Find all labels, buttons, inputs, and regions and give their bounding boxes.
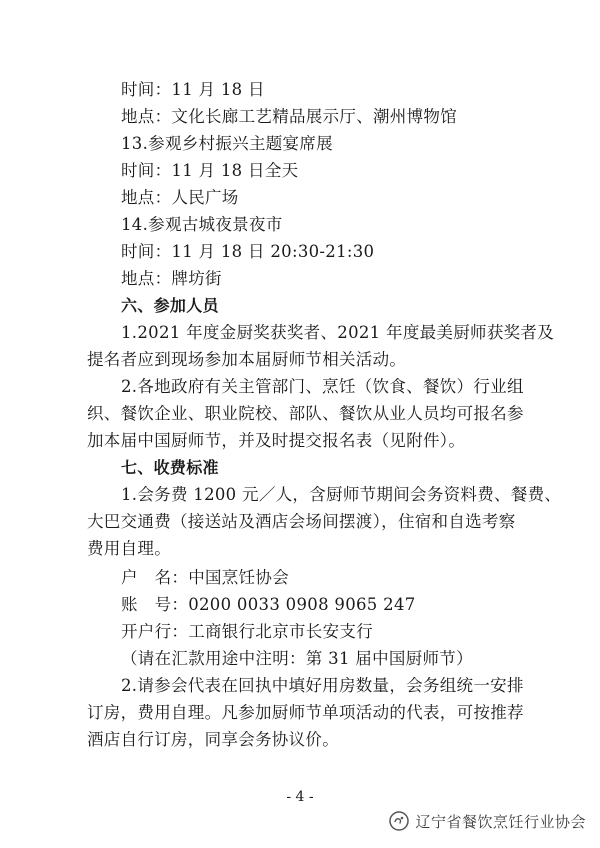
- text-line: 账 号：0200 0033 0908 9065 247: [121, 595, 416, 614]
- text-line: 地点：文化长廊工艺精品展示厅、潮州博物馆: [121, 107, 457, 126]
- text-line: 大巴交通费（接送站及酒店会场间摆渡），住宿和自选考察: [87, 512, 516, 531]
- text-line: 户 名：中国烹饪协会: [121, 568, 289, 587]
- text-line: 开户行：工商银行北京市长安支行: [121, 622, 373, 641]
- text-line: 酒店自行订房，同享会务协议价。: [87, 730, 339, 749]
- text-line: 2.各地政府有关主管部门、烹饪（饮食、餐饮）行业组: [121, 377, 524, 396]
- wechat-icon: [389, 811, 409, 831]
- text-line: 时间：11 月 18 日全天: [121, 161, 299, 180]
- text-line: 时间：11 月 18 日: [121, 80, 265, 99]
- text-line: 费用自理。: [87, 539, 171, 558]
- text-line: 订房，费用自理。凡参加厨师节单项活动的代表，可按推荐: [87, 703, 524, 722]
- text-line: 14.参观古城夜景夜市: [121, 215, 283, 234]
- section-heading: 六、参加人员: [121, 296, 219, 315]
- text-line: 1.2021 年度金厨奖获奖者、2021 年度最美厨师获奖者及: [121, 323, 555, 342]
- text-line: （请在汇款用途中注明：第 31 届中国厨师节）: [121, 649, 473, 668]
- text-line: 13.参观乡村振兴主题宴席展: [121, 134, 333, 153]
- page-number: - 4 -: [286, 789, 314, 805]
- text-line: 地点：牌坊街: [121, 269, 222, 288]
- text-line: 提名者应到现场参加本届厨师节相关活动。: [87, 350, 407, 369]
- watermark-text: 辽宁省餐饮烹饪行业协会: [415, 812, 586, 831]
- text-line: 2.请参会代表在回执中填好用房数量，会务组统一安排: [121, 676, 524, 695]
- text-line: 地点：人民广场: [121, 188, 239, 207]
- text-line: 1.会务费 1200 元／人，含厨师节期间会务资料费、餐费、: [121, 485, 562, 504]
- text-line: 加本届中国厨师节，并及时提交报名表（见附件）。: [87, 431, 466, 450]
- watermark: [389, 807, 586, 835]
- section-heading: 七、收费标准: [121, 458, 219, 477]
- text-line: 时间：11 月 18 日 20:30-21:30: [121, 242, 375, 261]
- text-line: 织、餐饮企业、职业院校、部队、餐饮从业人员均可报名参: [87, 404, 524, 423]
